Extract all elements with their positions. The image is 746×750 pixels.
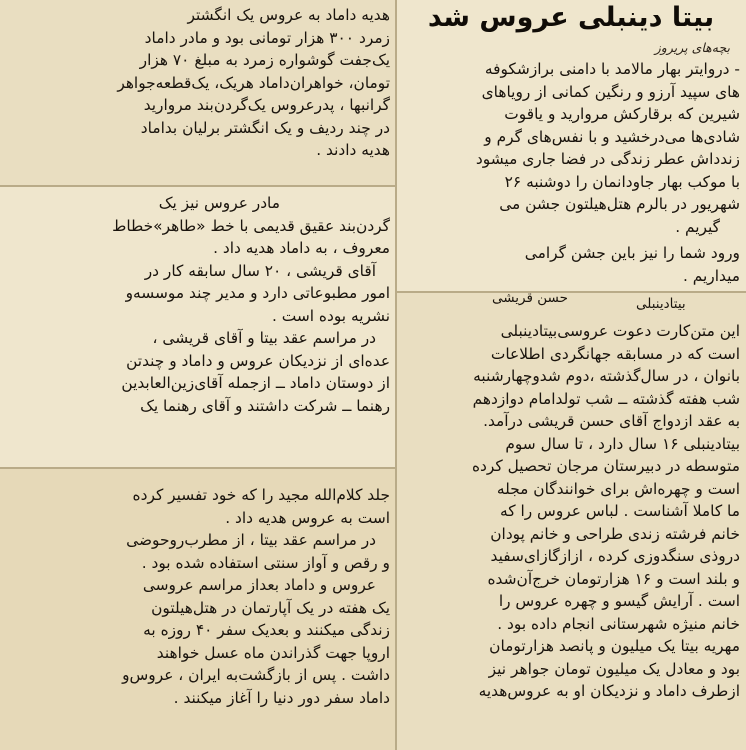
text-line: است و چهره‌اش برای خوانندگان مجله [496,479,740,498]
text-line: این متن‌کارت دعوت عروسی‌بیتادینبلی [500,322,740,340]
seam-right-1 [396,291,746,293]
text-line: شیرین که برقارکش مروارید و یاقوت [504,105,740,123]
text-line: های سپید آرزو و رنگین کمانی از رویاهای [481,82,740,101]
text-line: مادر عروس نیز یک [158,194,280,212]
text-line: از دوستان داماد ــ ازجمله آقای‌زین‌العابدین [121,374,390,392]
text-line: بود و معادل یک میلیون تومان جواهر نیز [488,659,740,678]
text-line: در مراسم عقد بیتا و آقای قریشی ، [152,329,376,347]
column-top-left [6,4,390,184]
seam-vertical [395,0,397,750]
text-line: داماد سفر دور دنیا را آغاز میکنند . [173,688,390,707]
text-line: داشت . پس از بازگشت‌به ایران ، عروس‌و [122,666,390,684]
column-bottom-left [6,484,390,750]
text-line: شادی‌ها می‌درخشید و با نفس‌های گرم و [484,127,740,146]
text-line: یک‌جفت گوشواره زمرد به مبلغ ۷۰ هزار [139,51,390,69]
text-line: اروپا جهت گذراندن ماه عسل خواهند [156,643,390,662]
text-line: است که در مسابقه جهانگردی اطلاعات‌ [490,344,740,363]
text-line: دروذی سنگدوزی کرده ، ازاز‌گازای‌سفید [490,547,740,565]
text-line: بانوان ، در سال‌گذشته ،دوم شدوچهارشنبه [473,367,740,385]
text-line: آقای قریشی ، ۲۰ سال سابقه کار در [144,261,376,280]
text-line: رهنما ــ شرکت داشتند و آقای رهنما یک [140,396,390,415]
text-line: گرانبها ، پدرعروس یک‌گردن‌بند مروارید [143,96,390,114]
text-line: زندگی میکنند و بعدیک سفر ۴۰ روزه به [143,621,390,639]
text-line: در چند ردیف و یک انگشتر برلیان بداماد [140,118,390,137]
text-line: خانم فرشته زندی طراحی و خانم پودان [490,524,740,543]
text-line: هدیه دادند . [316,141,390,159]
signature-left: حسن قریشی [492,290,568,306]
text-line: ورود شما را نیز باین جشن گرامی [524,244,740,262]
text-line: و بلند است و ۱۶ هزارتومان خرج‌آن‌شده [487,569,740,588]
column-bottom-right [404,320,740,750]
text-line: زمرد ۳۰۰ هزار تومانی بود و مادر داماد [144,28,390,47]
text-line: - دروایتر بهار مالامد با دامنی برازشکوفه [484,60,740,78]
text-line: معروف ، به داماد هدیه داد . [213,239,390,257]
text-line: هدیه داماد به عروس یک انگشتر [187,6,390,24]
text-line: عروس و داماد بعداز مراسم عروسی [142,576,376,594]
signature-right: بیتادینبلی [636,296,686,312]
text-line: خانم منیژه شهرستانی انجام داده بود . [497,614,740,633]
text-line: متوسطه در دبیرستان مرجان تحصیل کرده [471,457,740,475]
text-line: میداریم . [683,266,740,285]
column-top-right [404,58,740,290]
text-line: در مراسم عقد بیتا ، از مطرب‌روحوضی [126,531,376,549]
text-line: زندداش عطر زندگی در فضا جاری میشود [475,150,740,168]
text-line: شهریور در بالرم هتل‌هیلتون جشن می‌ [499,195,740,213]
text-line: است به عروس هدیه داد . [225,508,390,527]
column-middle-left [6,192,390,466]
text-line: نشریه بوده است . [271,306,390,325]
text-line: امور مطبوعاتی دارد و مدیر چند موسسه‌و [125,284,390,302]
text-line: است . آرایش گیسو و چهره عروس را [498,592,740,610]
seam-left-1 [0,185,396,187]
seam-left-2 [0,467,396,469]
text-line: مهریه بیتا یک میلیون و پانصد هزارتومان [489,637,740,655]
text-line: ما کاملا آشناست . لباس عروس را که [499,502,740,520]
text-line: گردن‌بند عقیق قدیمی با خط «طاهر»خطاط [112,216,390,235]
text-line: شب هفته گذشته ــ شب تولدامام دوازدهم‌ [472,389,740,408]
article-tagline: بچه‌های پریروز [654,40,730,55]
text-line: گیریم . [675,217,720,236]
text-line: و رقص و آواز سنتی استفاده شده بود . [141,553,390,572]
text-line: ازطرف داماد و نزدیکان او به عروس‌هدیه [478,682,740,700]
article-headline: بیتا دینبلی عروس شد [427,2,715,33]
text-line: با موکب بهار جاودانمان را دوشنبه ۲۶ [504,172,740,191]
text-line: تومان، خواهران‌داماد هریک، یک‌قطعه‌جواهر [117,73,390,92]
text-line: جلد کلام‌الله مجید را که خود تفسیر کرده [132,486,390,504]
text-line: عده‌ای از نزدیکان عروس و داماد و چندتن [126,351,390,370]
text-line: بیتادینبلی ۱۶ سال دارد ، تا سال سوم [505,434,740,453]
text-line: یک هفته در یک آپارتمان در هتل‌هیلتون [151,598,390,617]
text-line: به عقد ازدواج آقای حسن قریشی درآمد. [483,412,740,430]
